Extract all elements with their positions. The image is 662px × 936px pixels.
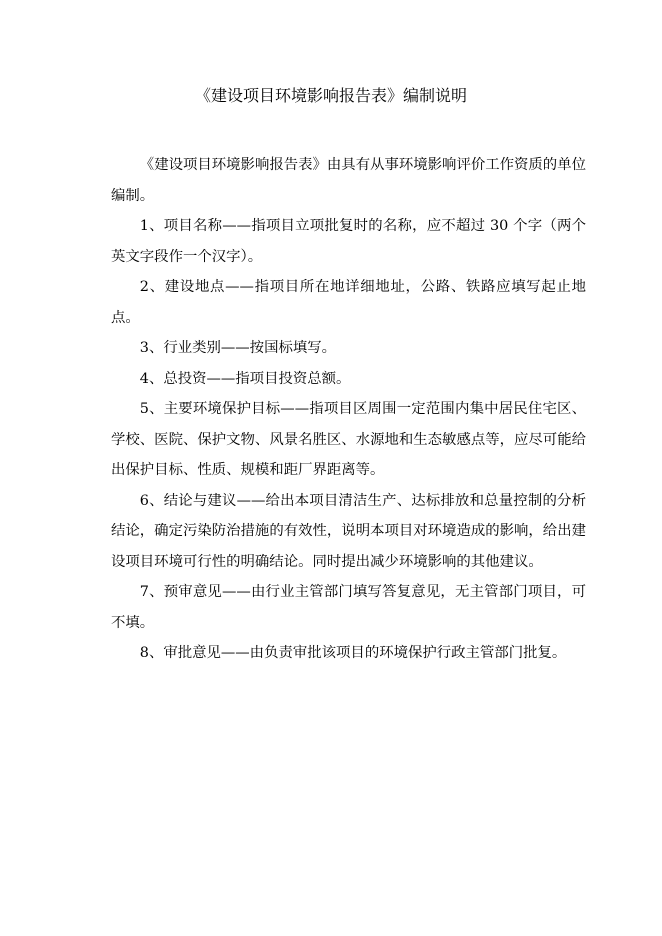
intro-paragraph: 《建设项目环境影响报告表》由具有从事环境影响评价工作资质的单位编制。 xyxy=(111,157,586,204)
item-protection-targets: 5、主要环境保护目标——指项目区周围一定范围内集中居民住宅区、学校、医院、保护文物、风景名胜区、水源地和生态敏感点等，应尽可能给出保护目标、性质、规模和距厂界距离等。 xyxy=(111,401,586,478)
item-construction-site: 2、建设地点——指项目所在地详细地址，公路、铁路应填写起止地点。 xyxy=(111,279,586,326)
document-body xyxy=(111,150,586,669)
item-industry-category: 3、行业类别——按国标填写。 xyxy=(139,340,337,356)
item-approval-opinion: 8、审批意见——由负责审批该项目的环境保护行政主管部门批复。 xyxy=(139,645,567,661)
item-project-name: 1、项目名称——指项目立项批复时的名称，应不超过 30 个字（两个英文字段作一个汉字）。 xyxy=(111,218,586,265)
item-total-investment: 4、总投资——指项目投资总额。 xyxy=(139,370,351,387)
item-conclusions: 6、结论与建议——给出本项目清洁生产、达标排放和总量控制的分析结论，确定污染防治措施的有效性，说明本项目对环境造成的影响，给出建设项目环境可行性的明确结论。同时提出减少环境影响的其他建议。 xyxy=(111,492,586,570)
document-title: 《建设项目环境影响报告表》编制说明 xyxy=(194,86,467,105)
item-preliminary-review: 7、预审意见——由行业主管部门填写答复意见，无主管部门项目，可不填。 xyxy=(111,584,586,631)
